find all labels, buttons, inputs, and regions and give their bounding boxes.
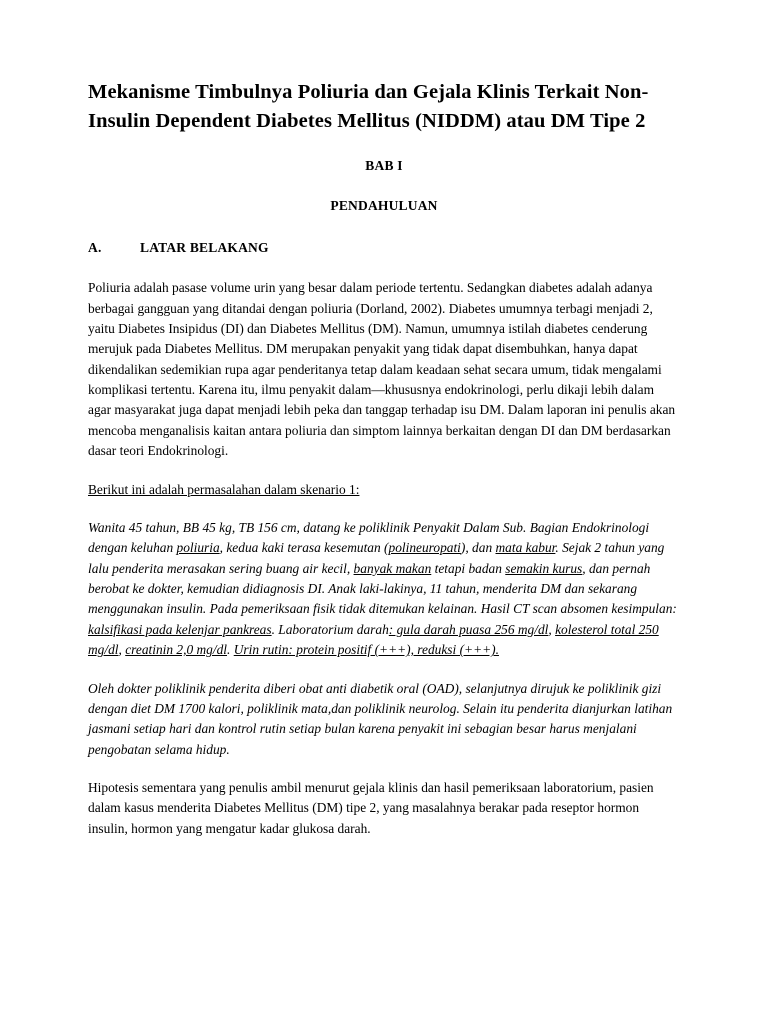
scenario-highlight: poliuria [176, 540, 220, 556]
section-name: LATAR BELAKANG [140, 240, 269, 256]
scenario-highlight: banyak makan [353, 560, 432, 576]
scenario-highlight: semakin kurus [505, 560, 583, 576]
hypothesis-paragraph: Hipotesis sementara yang penulis ambil menurut gejala klinis dan hasil pemeriksaan laboratorium, pasien dalam kasus menderita Diabetes Mellitus (DM) tipe 2, yang masalahnya berakar pada reseptor hormon insulin, hormon yang mengatur kadar glukosa darah. [88, 780, 654, 836]
scenario-text: . Laboratorium darah [271, 621, 389, 637]
section-letter: A. [88, 240, 102, 256]
scenario-highlight: polineuropati [388, 540, 461, 556]
scenario-text: . Sejak 2 tahun yang lalu penderita merasakan sering buang air kecil, [88, 540, 665, 576]
scenario-text: . [227, 642, 234, 658]
page-title: Mekanisme Timbulnya Poliuria dan Gejala Klinis Terkait Non-Insulin Dependent Diabetes Mellitus (NIDDM) atau DM Tipe 2 [88, 81, 649, 133]
scenario-highlight: kolesterol total 250 mg/dl [88, 621, 659, 658]
chapter-label: BAB I [365, 158, 403, 174]
scenario-text: , kedua kaki terasa kesemutan ( [219, 540, 389, 556]
scenario-text: , [118, 642, 126, 658]
chapter-subtitle: PENDAHULUAN [330, 198, 438, 214]
scenario-text: Wanita 45 tahun, BB 45 kg, TB 156 cm, datang ke poliklinik Penyakit Dalam Sub. Bagian Endokrinologi dengan keluhan [88, 519, 650, 556]
scenario-highlight: Urin rutin: protein positif (+++), reduksi (+++). [233, 642, 499, 658]
scenario-highlight: creatinin 2,0 mg/dl [125, 642, 228, 658]
scenario-lead: Berikut ini adalah permasalahan dalam skenario 1: [88, 481, 360, 497]
section-heading [88, 240, 680, 256]
scenario-highlight: kalsifikasi pada kelenjar pankreas [88, 621, 272, 637]
scenario-text: tetapi badan [431, 560, 506, 576]
intro-paragraph: Poliuria adalah pasase volume urin yang besar dalam periode tertentu. Sedangkan diabetes adalah adanya berbagai gangguan yang ditandai dengan poliuria (Dorland, 2002). Diabetes umumnya terbagi menjadi 2, yaitu Diabetes Insipidus (DI) dan Diabetes Mellitus (DM). Namun, umumnya istilah diabetes cenderung merujuk pada Diabetes Mellitus. DM merupakan penyakit yang tidak dapat disembuhkan, hanya dapat dikendalikan sedemikian rupa agar penderitanya tetap dalam keadaan sehat secara umum, tidak mengalami komplikasi tertentu. Karena itu, ilmu penyakit dalam—khususnya endokrinologi, perlu dikaji lebih dalam agar masyarakat juga dapat menjadi lebih peka dan tanggap terhadap isu DM. Dalam laporan ini penulis akan mencoba menganalisis kaitan antara poliuria dan simptom lainnya berkaitan dengan DI dan DM berdasarkan dasar teori Endokrinologi. [88, 280, 676, 459]
scenario-highlight: mata kabur [495, 540, 556, 556]
scenario-text: ), dan [460, 540, 496, 556]
scenario-highlight: : gula darah puasa 256 mg/dl [388, 621, 549, 637]
scenario-text: , dan pernah berobat ke dokter, kemudian didiagnosis DI. Anak laki-lakinya, 11 tahun, menderita DM dan sekarang menggunakan insulin. Pada pemeriksaan fisik tidak ditemukan kelainan. Hasil CT scan absomen kesimpulan: [88, 560, 677, 617]
scenario-paragraph-1 [88, 518, 680, 661]
scenario-text: , [548, 621, 556, 637]
scenario-paragraph-2: Oleh dokter poliklinik penderita diberi obat anti diabetik oral (OAD), selanjutnya dirujuk ke poliklinik gizi dengan diet DM 1700 kalori, poliklinik mata,dan poliklinik neurolog. Selain itu penderita dianjurkan latihan jasmani setiap hari dan kontrol rutin setiap bulan karena penyakit ini sebagian besar harus menjalani pengobatan selama hidup. [88, 680, 673, 757]
